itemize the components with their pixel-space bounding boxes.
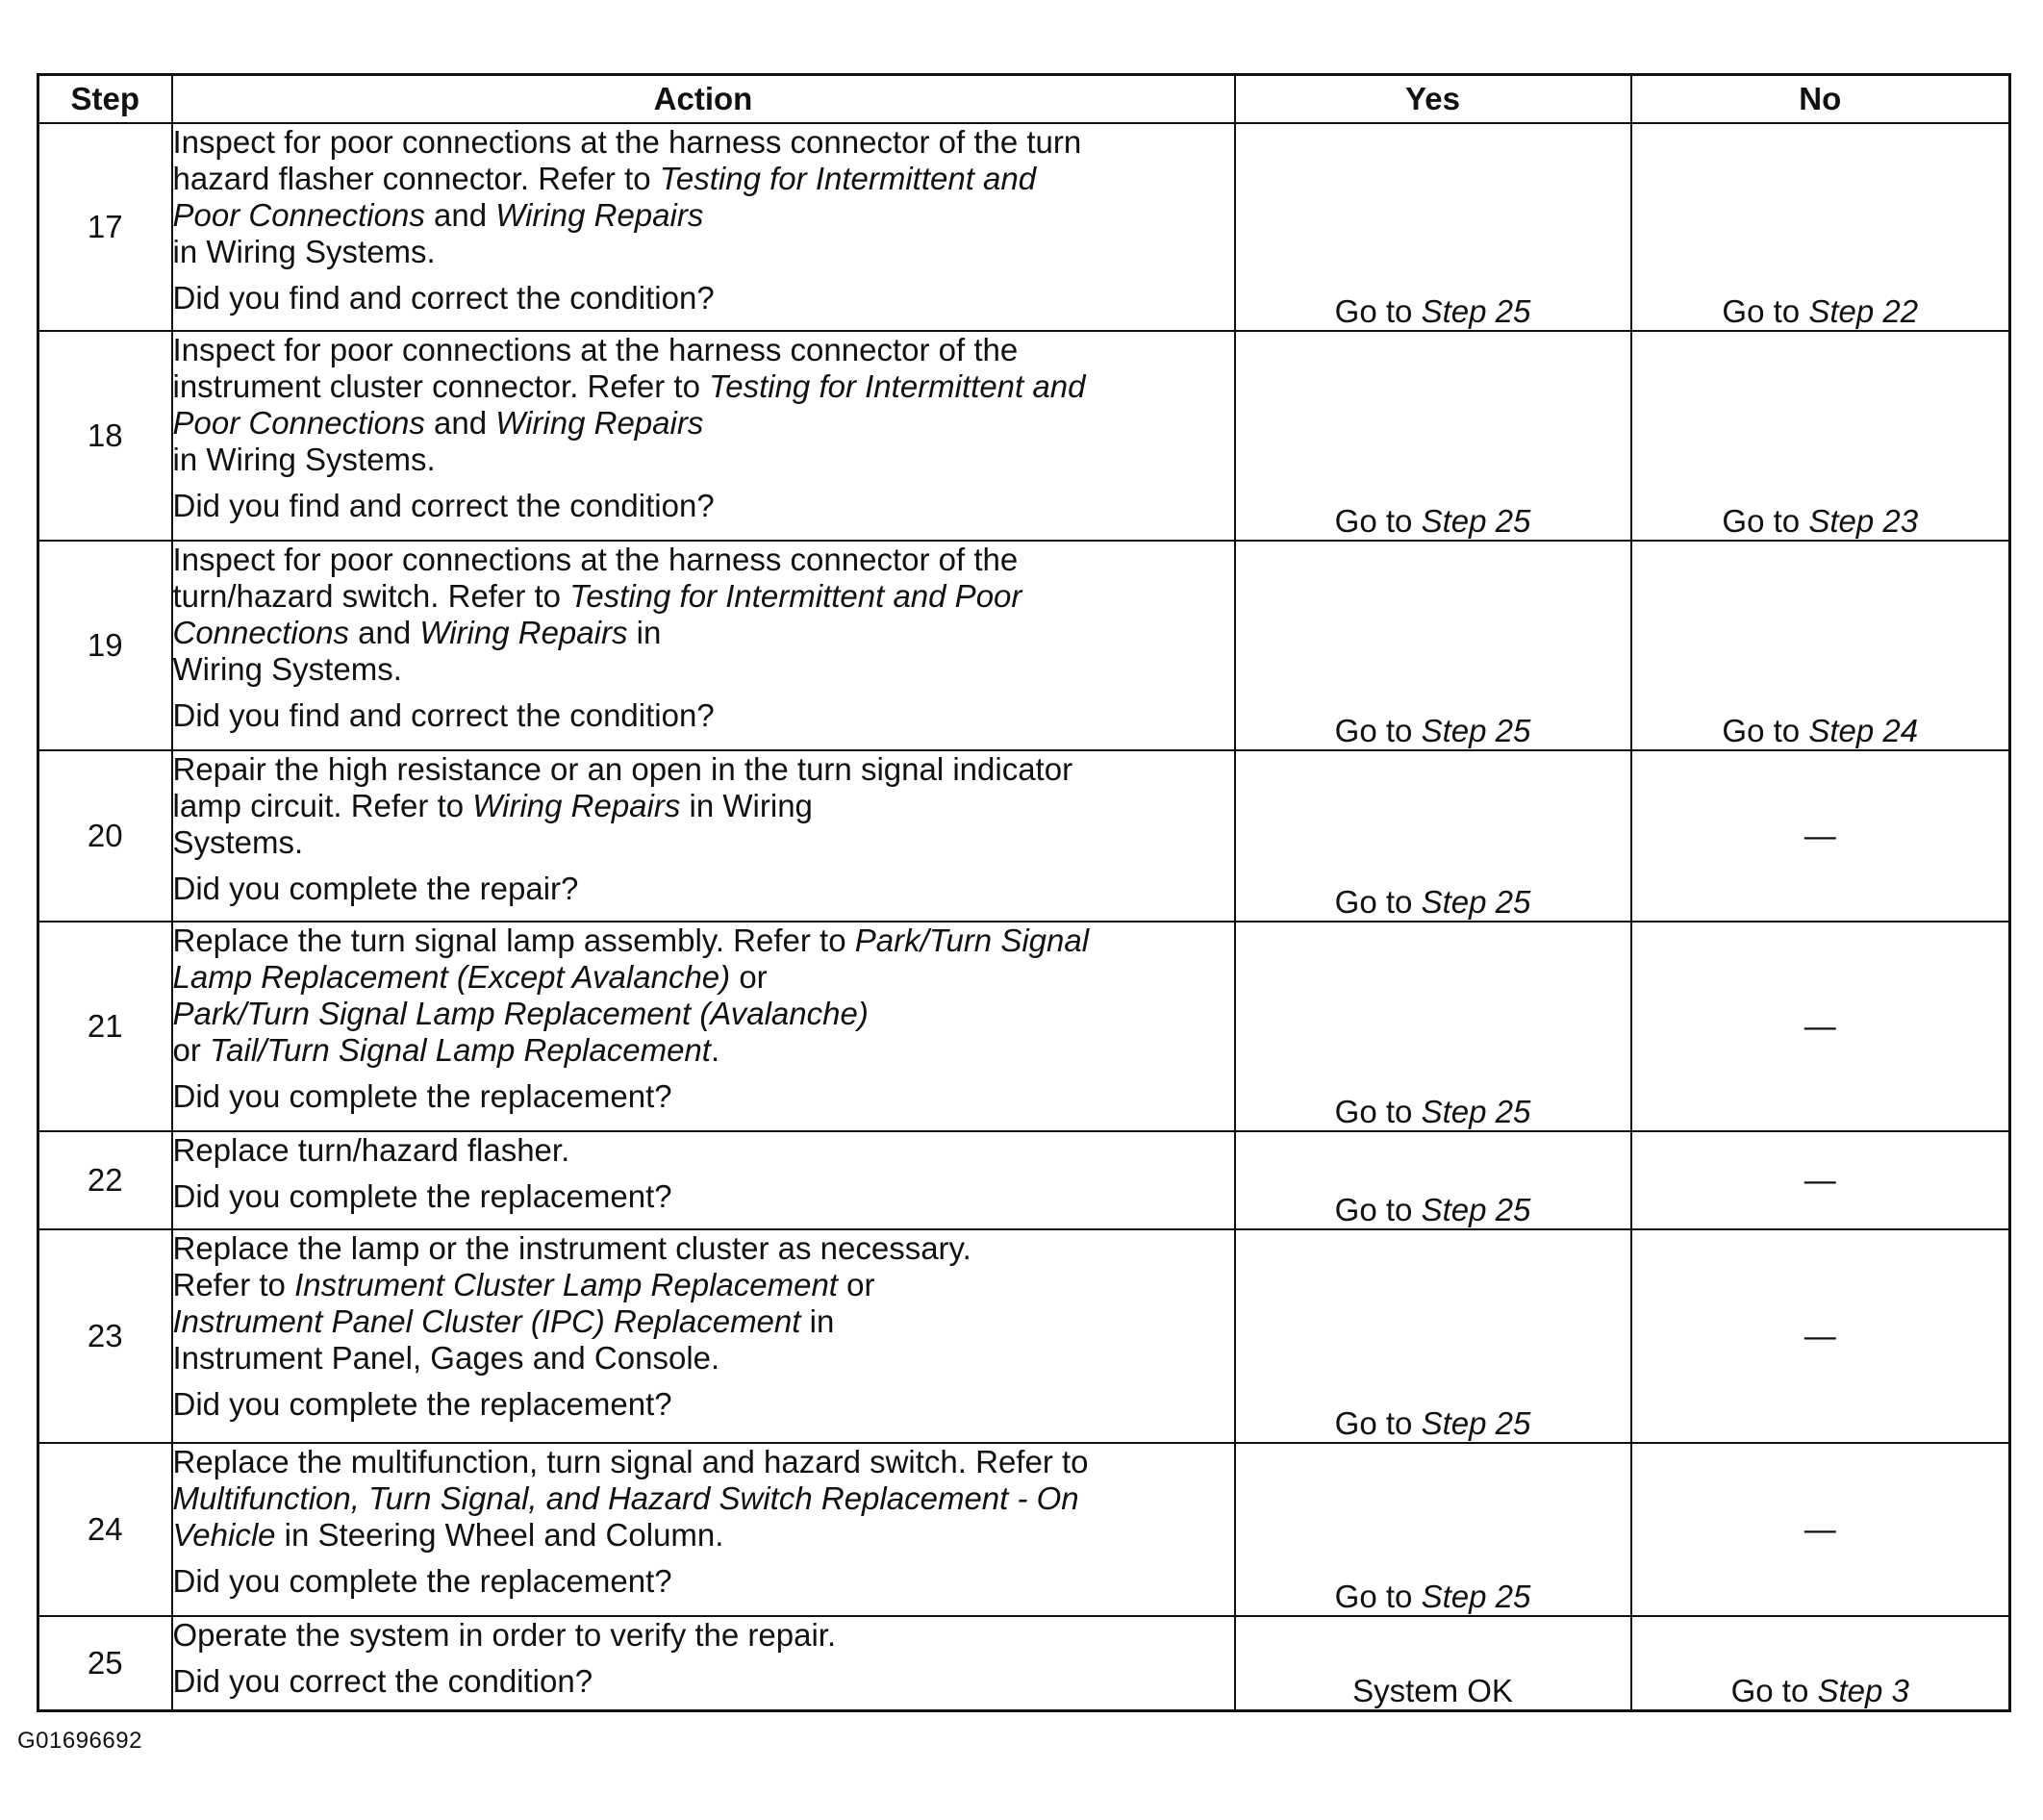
text-segment: or — [172, 1032, 211, 1068]
text-segment: Replace the lamp or the instrument cluster as necessary. — [172, 1230, 971, 1266]
yes-result — [1235, 750, 1631, 922]
reference-text: Lamp Replacement (Except Avalanche) — [172, 959, 731, 995]
action-line — [173, 578, 1234, 615]
yes-result — [1235, 1443, 1631, 1616]
text-segment: turn/hazard switch. Refer to — [172, 578, 570, 614]
text-segment: instrument cluster connector. Refer to — [172, 368, 710, 404]
reference-text: Step 25 — [1421, 503, 1531, 539]
action-question: Did you find and correct the condition? — [172, 488, 715, 523]
header-no: No — [1631, 75, 2010, 124]
action-cell — [172, 541, 1235, 750]
action-line — [173, 234, 1234, 270]
text-segment: — — [1803, 1008, 1836, 1044]
reference-text: Connections — [172, 615, 349, 650]
step-number: 20 — [38, 750, 172, 922]
no-result — [1631, 922, 2010, 1131]
text-segment: Go to — [1334, 293, 1422, 329]
yes-result — [1235, 922, 1631, 1131]
action-line — [173, 1303, 1234, 1340]
text-segment: Systems. — [172, 824, 304, 860]
no-result — [1631, 1229, 2010, 1443]
text-segment: and — [348, 615, 420, 650]
text-segment: hazard flasher connector. Refer to — [172, 161, 660, 196]
reference-text: Multifunction, Turn Signal, and Hazard Switch Replacement - On — [172, 1480, 1079, 1516]
text-segment: in Steering Wheel and Column. — [275, 1517, 724, 1553]
action-question: Did you complete the replacement? — [172, 1078, 672, 1114]
reference-text: Testing for Intermittent and — [659, 161, 1037, 196]
action-question: Did you complete the repair? — [172, 871, 579, 906]
action-line — [173, 161, 1234, 197]
reference-text: Step 22 — [1808, 293, 1919, 329]
reference-text: Step 25 — [1421, 713, 1531, 748]
action-cell — [172, 1229, 1235, 1443]
text-segment: Repair the high resistance or an open in the turn signal indicator — [172, 751, 1073, 787]
action-line — [173, 788, 1234, 824]
reference-text: Testing for Intermittent and Poor — [569, 578, 1022, 614]
text-segment: in Wiring Systems. — [172, 234, 436, 269]
action-line — [173, 442, 1234, 478]
yes-result — [1235, 123, 1631, 331]
text-segment: Go to — [1334, 713, 1422, 748]
action-line — [173, 1267, 1234, 1303]
step-number: 19 — [38, 541, 172, 750]
reference-text: Wiring Repairs — [495, 197, 704, 233]
action-cell — [172, 123, 1235, 331]
table-row — [38, 922, 2010, 1131]
table-row — [38, 123, 2010, 331]
yes-result — [1235, 541, 1631, 750]
reference-text: Vehicle — [172, 1517, 276, 1553]
text-segment: Go to — [1722, 503, 1809, 539]
step-number: 18 — [38, 331, 172, 541]
reference-text: Park/Turn Signal — [854, 923, 1090, 958]
action-line — [173, 405, 1234, 442]
action-line — [173, 332, 1234, 368]
step-number: 24 — [38, 1443, 172, 1616]
text-segment: Inspect for poor connections at the harness connector of the — [172, 332, 1019, 367]
text-segment: Replace the multifunction, turn signal and hazard switch. Refer to — [172, 1444, 1089, 1479]
figure-id: G01696692 — [17, 1728, 142, 1754]
action-line — [173, 1340, 1234, 1377]
reference-text: Step 24 — [1808, 713, 1919, 748]
action-line — [173, 824, 1234, 861]
action-cell — [172, 1443, 1235, 1616]
diagnostic-table — [37, 73, 2011, 1712]
action-line — [173, 368, 1234, 405]
text-segment: . — [710, 1032, 720, 1068]
text-segment: Go to — [1722, 713, 1809, 748]
action-line — [173, 1480, 1234, 1517]
action-line — [173, 1444, 1234, 1480]
text-segment: Instrument Panel, Gages and Console. — [172, 1340, 720, 1376]
header-row — [38, 75, 2010, 124]
action-line — [173, 542, 1234, 578]
table-row — [38, 1443, 2010, 1616]
reference-text: Instrument Cluster Lamp Replacement — [294, 1267, 838, 1302]
action-line — [173, 1032, 1234, 1069]
action-line — [173, 615, 1234, 651]
reference-text: Instrument Panel Cluster (IPC) Replacement — [172, 1303, 801, 1339]
table-row — [38, 1616, 2010, 1710]
action-line — [173, 197, 1234, 234]
reference-text: Step 3 — [1817, 1672, 1909, 1708]
reference-text: Step 25 — [1421, 1405, 1531, 1441]
table-row — [38, 750, 2010, 922]
text-segment: Go to — [1334, 1192, 1422, 1227]
reference-text: Park/Turn Signal Lamp Replacement (Avalanche) — [172, 996, 869, 1031]
reference-text: Step 25 — [1421, 884, 1531, 920]
reference-text: Wiring Repairs — [495, 405, 704, 441]
action-line — [173, 1617, 1234, 1654]
text-segment: in — [627, 615, 662, 650]
action-question: Did you complete the replacement? — [172, 1386, 672, 1422]
text-segment: Replace turn/hazard flasher. — [172, 1132, 570, 1168]
action-line — [173, 651, 1234, 688]
text-segment: Go to — [1334, 1579, 1422, 1614]
action-cell — [172, 750, 1235, 922]
text-segment: and — [424, 197, 496, 233]
step-number: 22 — [38, 1131, 172, 1229]
text-segment: — — [1803, 1511, 1836, 1547]
reference-text: Step 25 — [1421, 1094, 1531, 1129]
text-segment: in Wiring — [680, 788, 813, 823]
text-segment: Go to — [1730, 1672, 1818, 1708]
reference-text: Step 25 — [1421, 1192, 1531, 1227]
reference-text: Testing for Intermittent and — [709, 368, 1086, 404]
text-segment: in — [800, 1303, 835, 1339]
table-body — [38, 123, 2010, 1710]
action-line — [173, 1230, 1234, 1267]
yes-result — [1235, 1229, 1631, 1443]
text-segment: Replace the turn signal lamp assembly. Refer to — [172, 923, 855, 958]
reference-text: Step 25 — [1421, 1579, 1531, 1614]
action-question: Did you complete the replacement? — [172, 1178, 672, 1214]
text-segment: or — [730, 959, 768, 995]
step-number: 21 — [38, 922, 172, 1131]
text-segment: System OK — [1352, 1672, 1513, 1708]
action-question: Did you find and correct the condition? — [172, 280, 715, 316]
table-row — [38, 541, 2010, 750]
step-number: 17 — [38, 123, 172, 331]
action-cell — [172, 1616, 1235, 1710]
no-result — [1631, 331, 2010, 541]
reference-text: Step 25 — [1421, 293, 1531, 329]
header-step: Step — [38, 75, 172, 124]
action-line — [173, 959, 1234, 996]
action-line — [173, 1132, 1234, 1169]
reference-text: Wiring Repairs — [472, 788, 681, 823]
reference-text: Tail/Turn Signal Lamp Replacement — [210, 1032, 711, 1068]
no-result — [1631, 1131, 2010, 1229]
action-line — [173, 1517, 1234, 1554]
table-row — [38, 1131, 2010, 1229]
no-result — [1631, 541, 2010, 750]
action-line — [173, 751, 1234, 788]
text-segment: Go to — [1334, 1094, 1422, 1129]
no-result — [1631, 1443, 2010, 1616]
reference-text: Step 23 — [1808, 503, 1919, 539]
step-number: 23 — [38, 1229, 172, 1443]
action-line — [173, 923, 1234, 959]
action-line — [173, 124, 1234, 161]
reference-text: Poor Connections — [172, 405, 425, 441]
text-segment: Refer to — [172, 1267, 295, 1302]
text-segment: Operate the system in order to verify the repair. — [172, 1617, 837, 1653]
action-question: Did you find and correct the condition? — [172, 697, 715, 733]
step-number: 25 — [38, 1616, 172, 1710]
action-question: Did you correct the condition? — [172, 1663, 593, 1699]
action-cell — [172, 331, 1235, 541]
text-segment: lamp circuit. Refer to — [172, 788, 473, 823]
text-segment: — — [1803, 1318, 1836, 1353]
header-action: Action — [172, 75, 1235, 124]
no-result — [1631, 123, 2010, 331]
action-question: Did you complete the replacement? — [172, 1563, 672, 1599]
text-segment: Inspect for poor connections at the harness connector of the turn — [172, 124, 1082, 160]
action-cell — [172, 922, 1235, 1131]
action-line — [173, 996, 1234, 1032]
yes-result — [1235, 1131, 1631, 1229]
text-segment: Inspect for poor connections at the harness connector of the — [172, 542, 1019, 577]
text-segment: in Wiring Systems. — [172, 442, 436, 477]
text-segment: Go to — [1334, 884, 1422, 920]
no-result — [1631, 1616, 2010, 1710]
yes-result — [1235, 331, 1631, 541]
text-segment: Go to — [1334, 503, 1422, 539]
text-segment: — — [1803, 1162, 1836, 1198]
text-segment: Go to — [1334, 1405, 1422, 1441]
action-cell — [172, 1131, 1235, 1229]
text-segment: — — [1803, 818, 1836, 853]
no-result — [1631, 750, 2010, 922]
text-segment: Wiring Systems. — [172, 651, 402, 687]
header-yes: Yes — [1235, 75, 1631, 124]
text-segment: Go to — [1722, 293, 1809, 329]
reference-text: Poor Connections — [172, 197, 425, 233]
text-segment: or — [837, 1267, 875, 1302]
table-row — [38, 1229, 2010, 1443]
text-segment: and — [424, 405, 496, 441]
table-row — [38, 331, 2010, 541]
yes-result — [1235, 1616, 1631, 1710]
reference-text: Wiring Repairs — [419, 615, 628, 650]
